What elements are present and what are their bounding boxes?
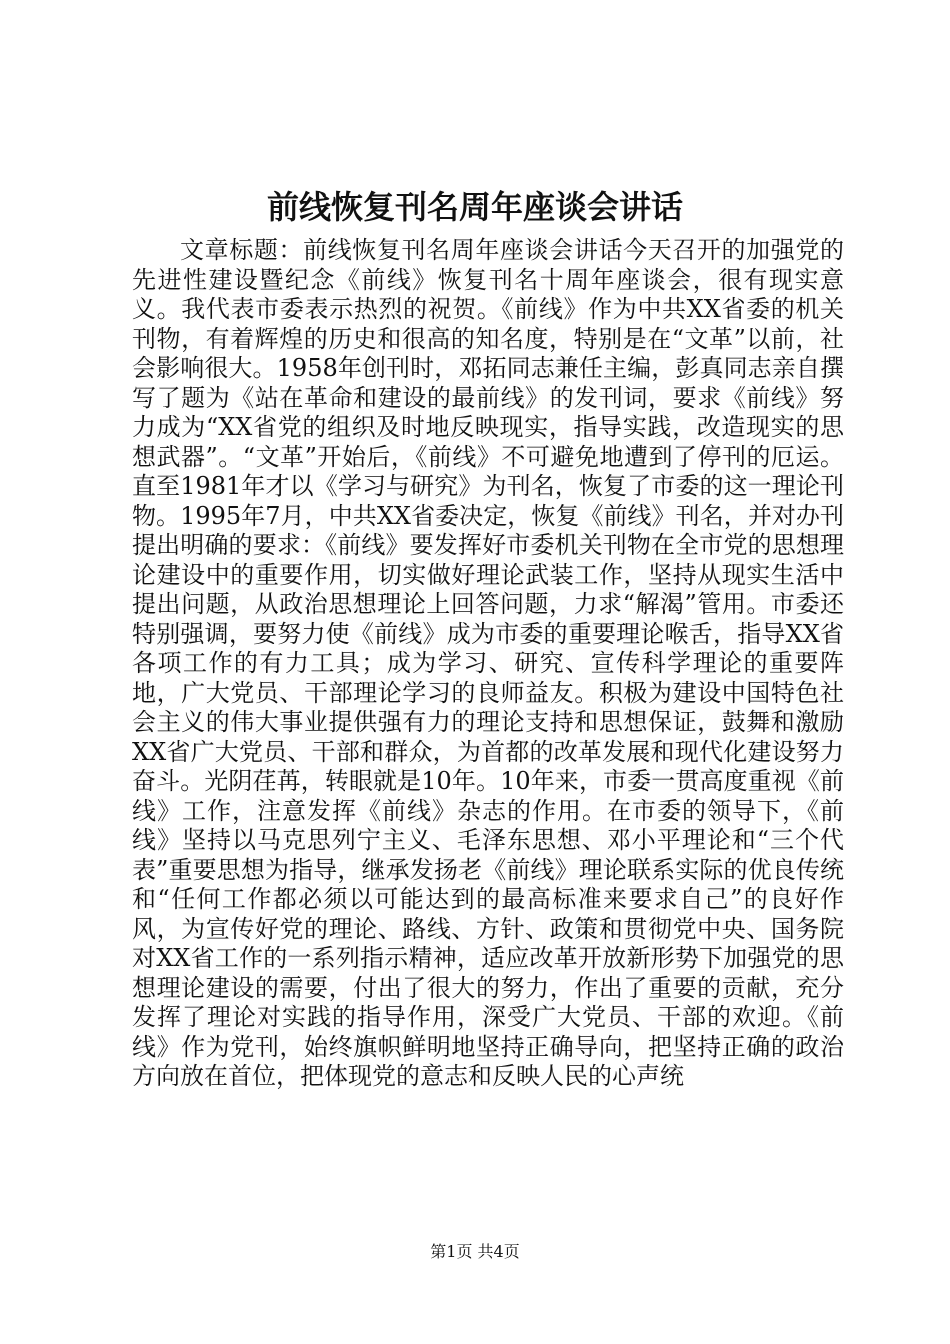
body-paragraph: 文章标题：前线恢复刊名周年座谈会讲话今天召开的加强党的先进性建设暨纪念《前线》恢复刊名十周年座谈会，很有现实意义。我代表市委表示热烈的祝贺。《前线》作为中共XX省委的机关刊物，有着辉煌的历史和很高的知名度，特别是在“文革”以前，社会影响很大。1958年创刊时，邓拓同志兼任主编，彭真同志亲自撰写了题为《站在革命和建设的最前线》的发刊词，要求《前线》努力成为“XX省党的组织及时地反映现实，指导实践，改造现实的思想武器”。“文革”开始后，《前线》不可避免地遭到了停刊的厄运。直至1981年才以《学习与研究》为刊名，恢复了市委的这一理论刊物。1995年7月，中共XX省委决定，恢复《前线》刊名，并对办刊提出明确的要求：《前线》要发挥好市委机关刊物在全市党的思想理论建设中的重要作用，切实做好理论武装工作，坚持从现实生活中提出问题，从政治思想理论上回答问题，力求“解渴”管用。市委还特别强调，要努力使《前线》成为市委的重要理论喉舌，指导XX省各项工作的有力工具；成为学习、研究、宣传科学理论的重要阵地，广大党员、干部理论学习的良师益友。积极为建设中国特色社会主义的伟大事业提供强有力的理论支持和思想保证，鼓舞和激励XX省广大党员、干部和群众，为首都的改革发展和现代化建设努力奋斗。光阴荏苒，转眼就是10年。10年来，市委一贯高度重视《前线》工作，注意发挥《前线》杂志的作用。在市委的领导下，《前线》坚持以马克思列宁主义、毛泽东思想、邓小平理论和“三个代表”重要思想为指导，继承发扬老《前线》理论联系实际的优良传统和“任何工作都必须以可能达到的最高标准来要求自己”的良好作风，为宣传好党的理论、路线、方针、政策和贯彻党中央、国务院对XX省工作的一系列指示精神，适应改革开放新形势下加强党的思想理论建设的需要，付出了很大的努力，作出了重要的贡献，充分发挥了理论对实践的指导作用，深受广大党员、干部的欢迎。《前线》作为党刊，始终旗帜鲜明地坚持正确导向，把坚持正确的政治方向放在首位，把体现党的意志和反映人民的心声统 xyxy=(132,236,844,1090)
document-title: 前线恢复刊名周年座谈会讲话 xyxy=(266,188,683,226)
page-footer: 第1页 共4页 xyxy=(430,1242,520,1261)
